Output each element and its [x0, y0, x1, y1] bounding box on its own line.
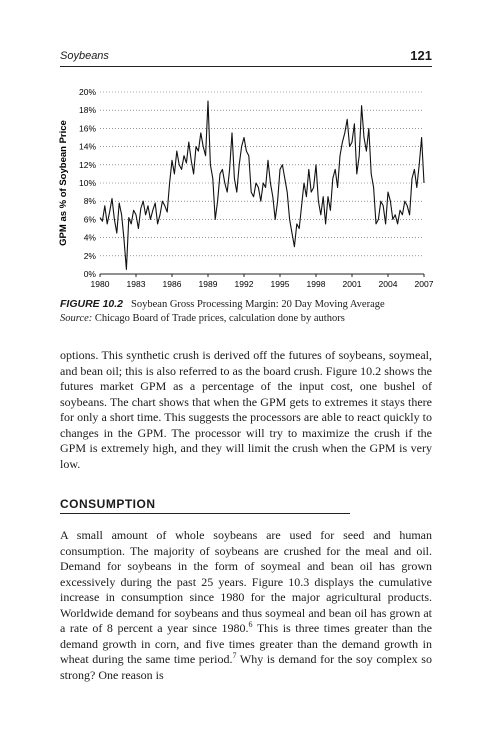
section-heading: CONSUMPTION	[60, 497, 350, 514]
y-tick-label: 16%	[78, 123, 96, 134]
figure-caption-text: Soybean Gross Processing Margin: 20 Day Moving Average	[131, 299, 385, 310]
footnote-ref-7[interactable]: 7	[232, 651, 237, 660]
y-tick-label: 14%	[78, 141, 96, 152]
x-tick-label: 2004	[378, 279, 398, 289]
gpm-line-chart	[52, 82, 442, 294]
y-tick-label: 0%	[83, 269, 96, 279]
y-tick-label: 4%	[83, 232, 96, 243]
paragraph-2-part-1: A small amount of whole soybeans are used for seed and human consumption. The majority of soybeans are crushed for the meal and oil. Demand for soybeans in the form of soymeal and bean oil has grown excessively during the past 25 years. Figure 10.3 displays the cumulative increase in consumption since 1980 for the major agricultural products. Worldwide demand for soybeans and thus soymeal and bean oil has grown at a rate of 8 percent a year since 1980.	[60, 528, 432, 635]
y-tick-label: 2%	[83, 250, 96, 261]
x-tick-label: 1992	[234, 279, 254, 289]
paragraph-text-2	[60, 528, 432, 683]
y-tick-label: 18%	[78, 105, 96, 116]
y-axis-label: GPM as % of Soybean Price	[58, 120, 69, 246]
y-tick-label: 8%	[83, 196, 96, 207]
figure-caption	[60, 297, 440, 326]
figure-chart	[52, 82, 442, 294]
x-tick-label: 1980	[90, 279, 110, 289]
series-layer	[100, 101, 424, 269]
source-text: Chicago Board of Trade prices, calculation done by authors	[94, 313, 345, 324]
x-tick-label: 1986	[162, 279, 182, 289]
y-tick-label: 6%	[83, 214, 96, 225]
x-tick-label: 2001	[342, 279, 362, 289]
paragraph-2-part-3: Why is demand for the soy complex so strong? One reason is	[60, 652, 432, 682]
x-tick-label: 1983	[126, 279, 146, 289]
x-tick-label: 1995	[270, 279, 290, 289]
y-tick-label: 12%	[78, 159, 96, 170]
x-tick-label: 1998	[306, 279, 326, 289]
page-number: 121	[410, 48, 432, 63]
running-header	[60, 50, 432, 67]
figure-label: FIGURE 10.2	[60, 298, 124, 310]
gpm-series-line	[100, 101, 424, 269]
footnote-ref-6[interactable]: 6	[248, 620, 253, 629]
source-label: Source:	[60, 313, 93, 324]
axes	[79, 87, 434, 289]
y-tick-label: 20%	[78, 87, 96, 97]
paragraph-text: options. This synthetic crush is derived off the futures of soybeans, soymeal, and bean oil; this is also referred to as the board crush. Figure 10.2 shows the futures market GPM as a percentage of the input cost, one bushel of soybeans. The chart shows that when the GPM gets to extremes it stays there for only a short time. This suggests the processors are able to react quickly to changes in the GPM. The processor will try to maximize the crush if the GPM is extremely high, and they will limit the crush when the GPM is very low.	[60, 348, 432, 471]
y-tick-label: 10%	[78, 178, 96, 188]
grid-lines	[100, 92, 424, 256]
running-head-title: Soybeans	[60, 50, 109, 62]
x-tick-label: 1989	[198, 279, 218, 289]
x-tick-label: 2007	[414, 279, 434, 289]
body-paragraph-1	[60, 348, 432, 472]
source-line	[60, 312, 440, 326]
body-paragraph-2	[60, 528, 432, 683]
caption-line	[60, 297, 440, 312]
paragraph-2-part-2: This is three times greater than the demand growth in corn, and five times greater than the demand growth in wheat during the same time period.	[60, 621, 432, 666]
